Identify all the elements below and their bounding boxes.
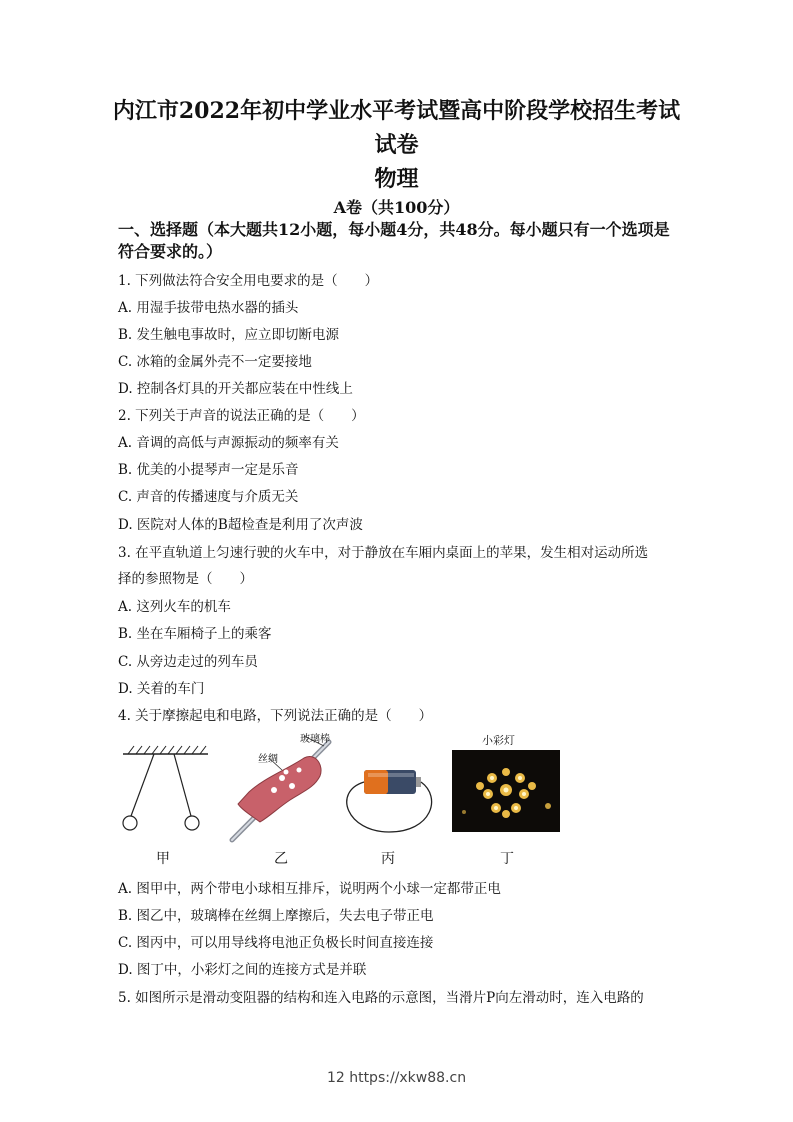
q2-option-b: B. 优美的小提琴声一定是乐音 [118, 462, 299, 478]
label-small-lights: 小彩灯 [482, 734, 515, 747]
page-footer: 12 https://xkw88.cn [326, 1070, 467, 1086]
q1-option-d: D. 控制各灯具的开关都应装在中性线上 [118, 381, 353, 397]
q1-option-c: C. 冰箱的金属外壳不一定要接地 [118, 354, 312, 370]
q3-stem-line1: 3. 在平直轨道上匀速行驶的火车中，对于静放在车厢内桌面上的苹果，发生相对运动所选 [118, 545, 649, 561]
q3-option-d: D. 关着的车门 [118, 681, 205, 697]
q2-stem: 2. 下列关于声音的说法正确的是（ ） [118, 408, 365, 424]
exam-title-line1: 内江市2022年初中学业水平考试暨高中阶段学校招生考试 [112, 98, 681, 124]
caption-jia: 甲 [156, 851, 170, 867]
q3-option-c: C. 从旁边走过的列车员 [118, 654, 258, 670]
figure-bing-battery [342, 762, 437, 842]
q2-option-d: D. 医院对人体的B超检查是利用了次声波 [118, 517, 363, 533]
q4-stem: 4. 关于摩擦起电和电路，下列说法正确的是（ ） [118, 708, 433, 724]
label-silk: 丝绸 [258, 754, 278, 765]
figure-ding-lights [448, 730, 560, 835]
q4-option-b: B. 图乙中，玻璃棒在丝绸上摩擦后，失去电子带正电 [118, 908, 434, 924]
q2-option-c: C. 声音的传播速度与介质无关 [118, 489, 299, 505]
caption-bing: 丙 [381, 851, 395, 867]
q1-option-a: A. 用湿手拔带电热水器的插头 [118, 300, 299, 316]
figure-jia-pendulum [118, 742, 213, 837]
q4-option-a: A. 图甲中，两个带电小球相互排斥，说明两个小球一定都带正电 [118, 881, 501, 897]
subject-title: 物理 [374, 166, 419, 192]
q4-option-d: D. 图丁中，小彩灯之间的连接方式是并联 [118, 962, 367, 978]
part-title: A卷（共100分） [333, 198, 460, 217]
q1-option-b: B. 发生触电事故时，应立即切断电源 [118, 327, 340, 343]
q3-stem-line2: 择的参照物是（ ） [118, 571, 253, 587]
q4-option-c: C. 图丙中，可以用导线将电池正负极长时间直接连接 [118, 935, 434, 951]
q5-stem: 5. 如图所示是滑动变阻器的结构和连入电路的示意图，当滑片P向左滑动时，连入电路的 [118, 990, 644, 1006]
q3-option-b: B. 坐在车厢椅子上的乘客 [118, 626, 272, 642]
label-glass-rod: 玻璃棒 [300, 734, 330, 745]
q2-option-a: A. 音调的高低与声源振动的频率有关 [118, 435, 339, 451]
q1-stem: 1. 下列做法符合安全用电要求的是（ ） [118, 273, 379, 289]
figure-yi-glass-rod [224, 730, 339, 845]
exam-title-line2: 试卷 [374, 132, 419, 158]
caption-yi: 乙 [274, 851, 288, 867]
caption-ding: 丁 [500, 851, 514, 867]
q3-option-a: A. 这列火车的机车 [118, 599, 231, 615]
section-header: 一、选择题（本大题共12小题，每小题4分，共48分。每小题只有一个选项是符合要求的。） [118, 220, 670, 261]
